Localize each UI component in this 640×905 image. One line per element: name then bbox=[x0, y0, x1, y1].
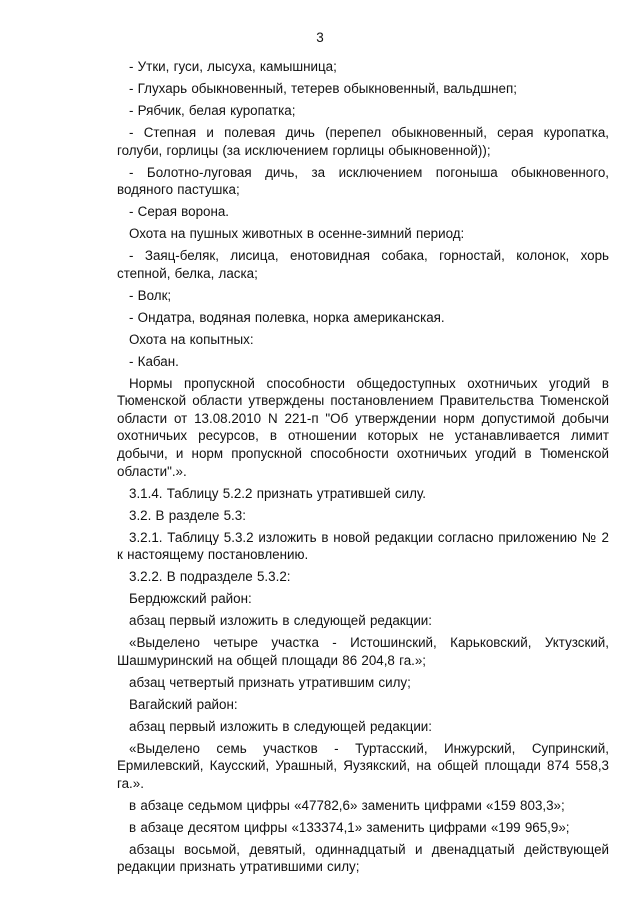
paragraph: Охота на копытных: bbox=[129, 331, 254, 347]
paragraph: «Выделено семь участков - Туртасский, Инжурский, Супринский, Ермилевский, Каусский, Урашный, Яузякский, на общей площади 874 558,3 га.». bbox=[117, 740, 609, 791]
paragraph: абзац первый изложить в следующей редакции: bbox=[129, 718, 433, 734]
paragraph: «Выделено четыре участка - Истошинский, Карьковский, Уктузский, Шашмуринский на общей площади 86 204,8 га.»; bbox=[117, 635, 609, 668]
paragraph: абзацы восьмой, девятый, одиннадцатый и двенадцатый действующей редакции признать утратившими силу; bbox=[117, 841, 609, 875]
paragraph: - Ондатра, водяная полевка, норка американская. bbox=[129, 309, 445, 325]
paragraph: Вагайский район: bbox=[129, 696, 238, 712]
paragraph: 3.2.2. В подразделе 5.3.2: bbox=[129, 569, 291, 585]
paragraph: абзац первый изложить в следующей редакции: bbox=[129, 613, 433, 629]
paragraph: - Волк; bbox=[129, 287, 172, 303]
paragraph: - Глухарь обыкновенный, тетерев обыкновенный, вальдшнеп; bbox=[129, 80, 517, 96]
paragraph: в абзаце десятом цифры «133374,1» заменить цифрами «199 965,9»; bbox=[129, 819, 570, 835]
paragraph: Нормы пропускной способности общедоступных охотничьих угодий в Тюменской области утверждены постановлением Правительства Тюменской области от 13.08.2010 N 221-п "Об утверждении норм допустимой добычи охотничьих ресурсов, в отношении которых не устанавливается лимит добычи, и норм пропускной способности охотничьих угодий в Тюменской области".». bbox=[117, 375, 609, 479]
paragraph: - Кабан. bbox=[129, 353, 179, 369]
paragraph: 3.2. В разделе 5.3: bbox=[129, 507, 246, 523]
paragraph: Бердюжский район: bbox=[129, 591, 252, 607]
paragraph: - Серая ворона. bbox=[129, 204, 230, 220]
paragraph: в абзаце седьмом цифры «47782,6» заменить цифрами «159 803,3»; bbox=[129, 797, 565, 813]
document-body bbox=[117, 58, 609, 876]
paragraph: - Болотно-луговая дичь, за исключением погоныша обыкновенного, водяного пастушка; bbox=[117, 164, 609, 198]
paragraph: - Степная и полевая дичь (перепел обыкновенный, серая куропатка, голуби, горлицы (за исключением горлицы обыкновенной)); bbox=[117, 124, 609, 158]
paragraph: - Рябчик, белая куропатка; bbox=[129, 102, 296, 118]
paragraph: 3.2.1. Таблицу 5.3.2 изложить в новой редакции согласно приложению № 2 к настоящему постановлению. bbox=[117, 529, 609, 563]
paragraph: абзац четвертый признать утратившим силу; bbox=[129, 674, 411, 690]
paragraph: Охота на пушных животных в осенне-зимний период: bbox=[129, 226, 465, 242]
paragraph: - Утки, гуси, лысуха, камышница; bbox=[129, 59, 337, 74]
paragraph: - Заяц-беляк, лисица, енотовидная собака, горностай, колонок, хорь степной, белка, ласка; bbox=[117, 248, 609, 281]
paragraph: 3.1.4. Таблицу 5.2.2 признать утратившей силу. bbox=[129, 485, 427, 501]
page-number: 3 bbox=[316, 30, 324, 45]
